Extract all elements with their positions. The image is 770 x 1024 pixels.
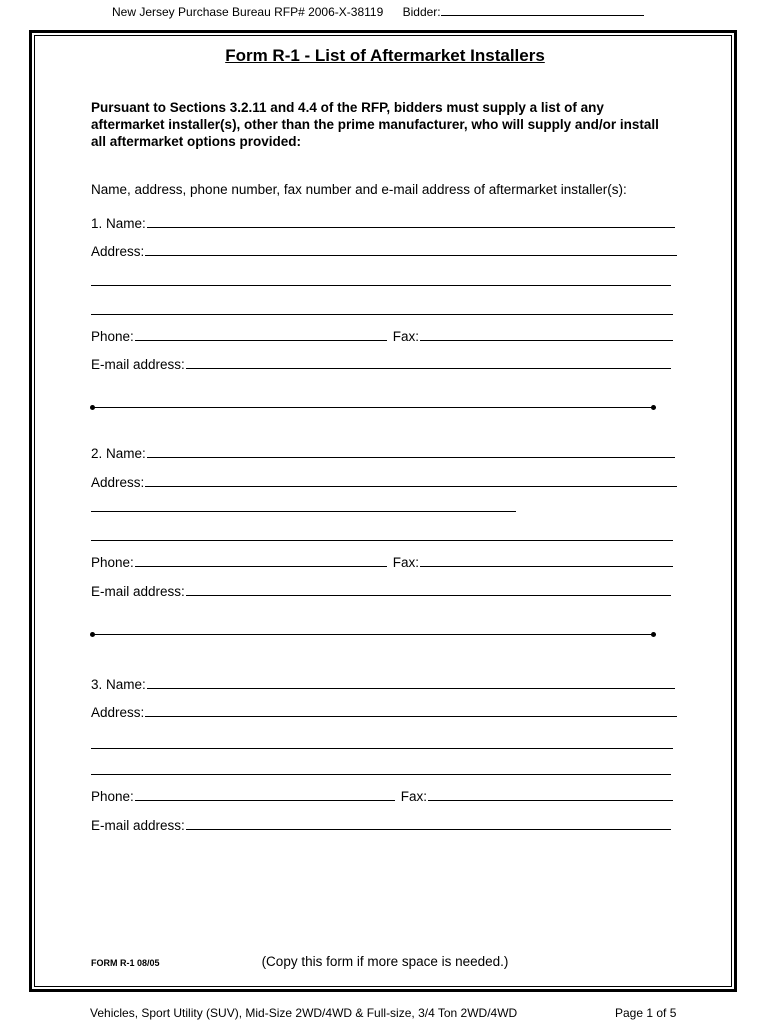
entry-2-address-field[interactable] — [145, 486, 677, 487]
entry-1-email-label: E-mail address: — [91, 357, 185, 372]
entry-2-address-label: Address: — [91, 475, 145, 490]
entry-1-phone-field[interactable] — [135, 340, 387, 341]
entry-2-name-label: 2. Name: — [91, 446, 146, 461]
form-title: Form R-1 - List of Aftermarket Installers — [225, 46, 545, 65]
entry-3-address-field[interactable] — [145, 716, 677, 717]
entry-separator-1 — [91, 407, 656, 408]
entry-3-email-row — [91, 816, 671, 833]
entry-3-phone-row — [91, 787, 673, 804]
entry-3-fax-label: Fax: — [400, 789, 427, 804]
entry-3-email-field[interactable] — [186, 829, 671, 830]
entry-2-fax-field[interactable] — [420, 566, 673, 567]
entry-3-name-label: 3. Name: — [91, 677, 146, 692]
entry-1-email-row — [91, 355, 671, 372]
form-code: FORM R-1 08/05 — [91, 958, 160, 968]
entry-2-phone-field[interactable] — [135, 566, 387, 567]
entry-2-email-label: E-mail address: — [91, 584, 185, 599]
separator-dot-right — [651, 632, 656, 637]
entry-3-address-line-3[interactable] — [91, 774, 671, 775]
bidder-label: Bidder: — [402, 5, 441, 19]
entry-1-phone-row — [91, 327, 673, 344]
entry-1-name-row — [91, 214, 675, 231]
entry-1-address-row — [91, 242, 677, 259]
entry-3-address-row — [91, 703, 677, 720]
entry-3-fax-field[interactable] — [428, 800, 673, 801]
entry-3-address-line-2[interactable] — [91, 748, 673, 749]
entry-1-address-label: Address: — [91, 244, 145, 259]
entry-2-email-row — [91, 582, 671, 599]
entry-2-address-row — [91, 473, 677, 490]
page-number: Page 1 of 5 — [615, 1006, 677, 1020]
entry-2-address-line-2[interactable] — [91, 511, 516, 512]
copy-note: (Copy this form if more space is needed.) — [261, 954, 509, 969]
entry-1-email-field[interactable] — [186, 368, 671, 369]
entry-2-phone-row — [91, 553, 673, 570]
separator-dot-right — [651, 405, 656, 410]
bidder-field[interactable] — [441, 5, 644, 16]
entry-1-address-line-2[interactable] — [91, 285, 671, 286]
entry-1-name-field[interactable] — [147, 227, 675, 228]
entry-2-address-line-3[interactable] — [91, 540, 673, 541]
entry-3-email-label: E-mail address: — [91, 818, 185, 833]
entry-1-address-field[interactable] — [145, 255, 677, 256]
form-instruction: Name, address, phone number, fax number and e-mail address of aftermarket installer(s): — [91, 182, 627, 197]
entry-2-fax-label: Fax: — [392, 555, 419, 570]
entry-3-name-field[interactable] — [147, 688, 675, 689]
entry-separator-2 — [91, 634, 656, 635]
entry-2-phone-label: Phone: — [91, 555, 134, 570]
entry-1-fax-field[interactable] — [420, 340, 673, 341]
entry-2-email-field[interactable] — [186, 595, 671, 596]
entry-3-name-row — [91, 675, 675, 692]
entry-2-name-field[interactable] — [147, 457, 675, 458]
form-intro: Pursuant to Sections 3.2.11 and 4.4 of the RFP, bidders must supply a list of any aftermarket installer(s), other than the prime manufacturer, who will supply and/or install all aftermarket options provided: — [91, 100, 659, 149]
footer-description: Vehicles, Sport Utility (SUV), Mid-Size 2WD/4WD & Full-size, 3/4 Ton 2WD/4WD — [90, 1006, 518, 1020]
page-header — [112, 5, 644, 19]
rfp-reference: New Jersey Purchase Bureau RFP# 2006-X-38119 — [112, 5, 384, 19]
entry-1-name-label: 1. Name: — [91, 216, 146, 231]
entry-1-address-line-3[interactable] — [91, 314, 673, 315]
entry-3-phone-label: Phone: — [91, 789, 134, 804]
entry-1-fax-label: Fax: — [392, 329, 419, 344]
entry-1-phone-label: Phone: — [91, 329, 134, 344]
entry-3-phone-field[interactable] — [135, 800, 395, 801]
entry-2-name-row — [91, 444, 675, 461]
entry-3-address-label: Address: — [91, 705, 145, 720]
